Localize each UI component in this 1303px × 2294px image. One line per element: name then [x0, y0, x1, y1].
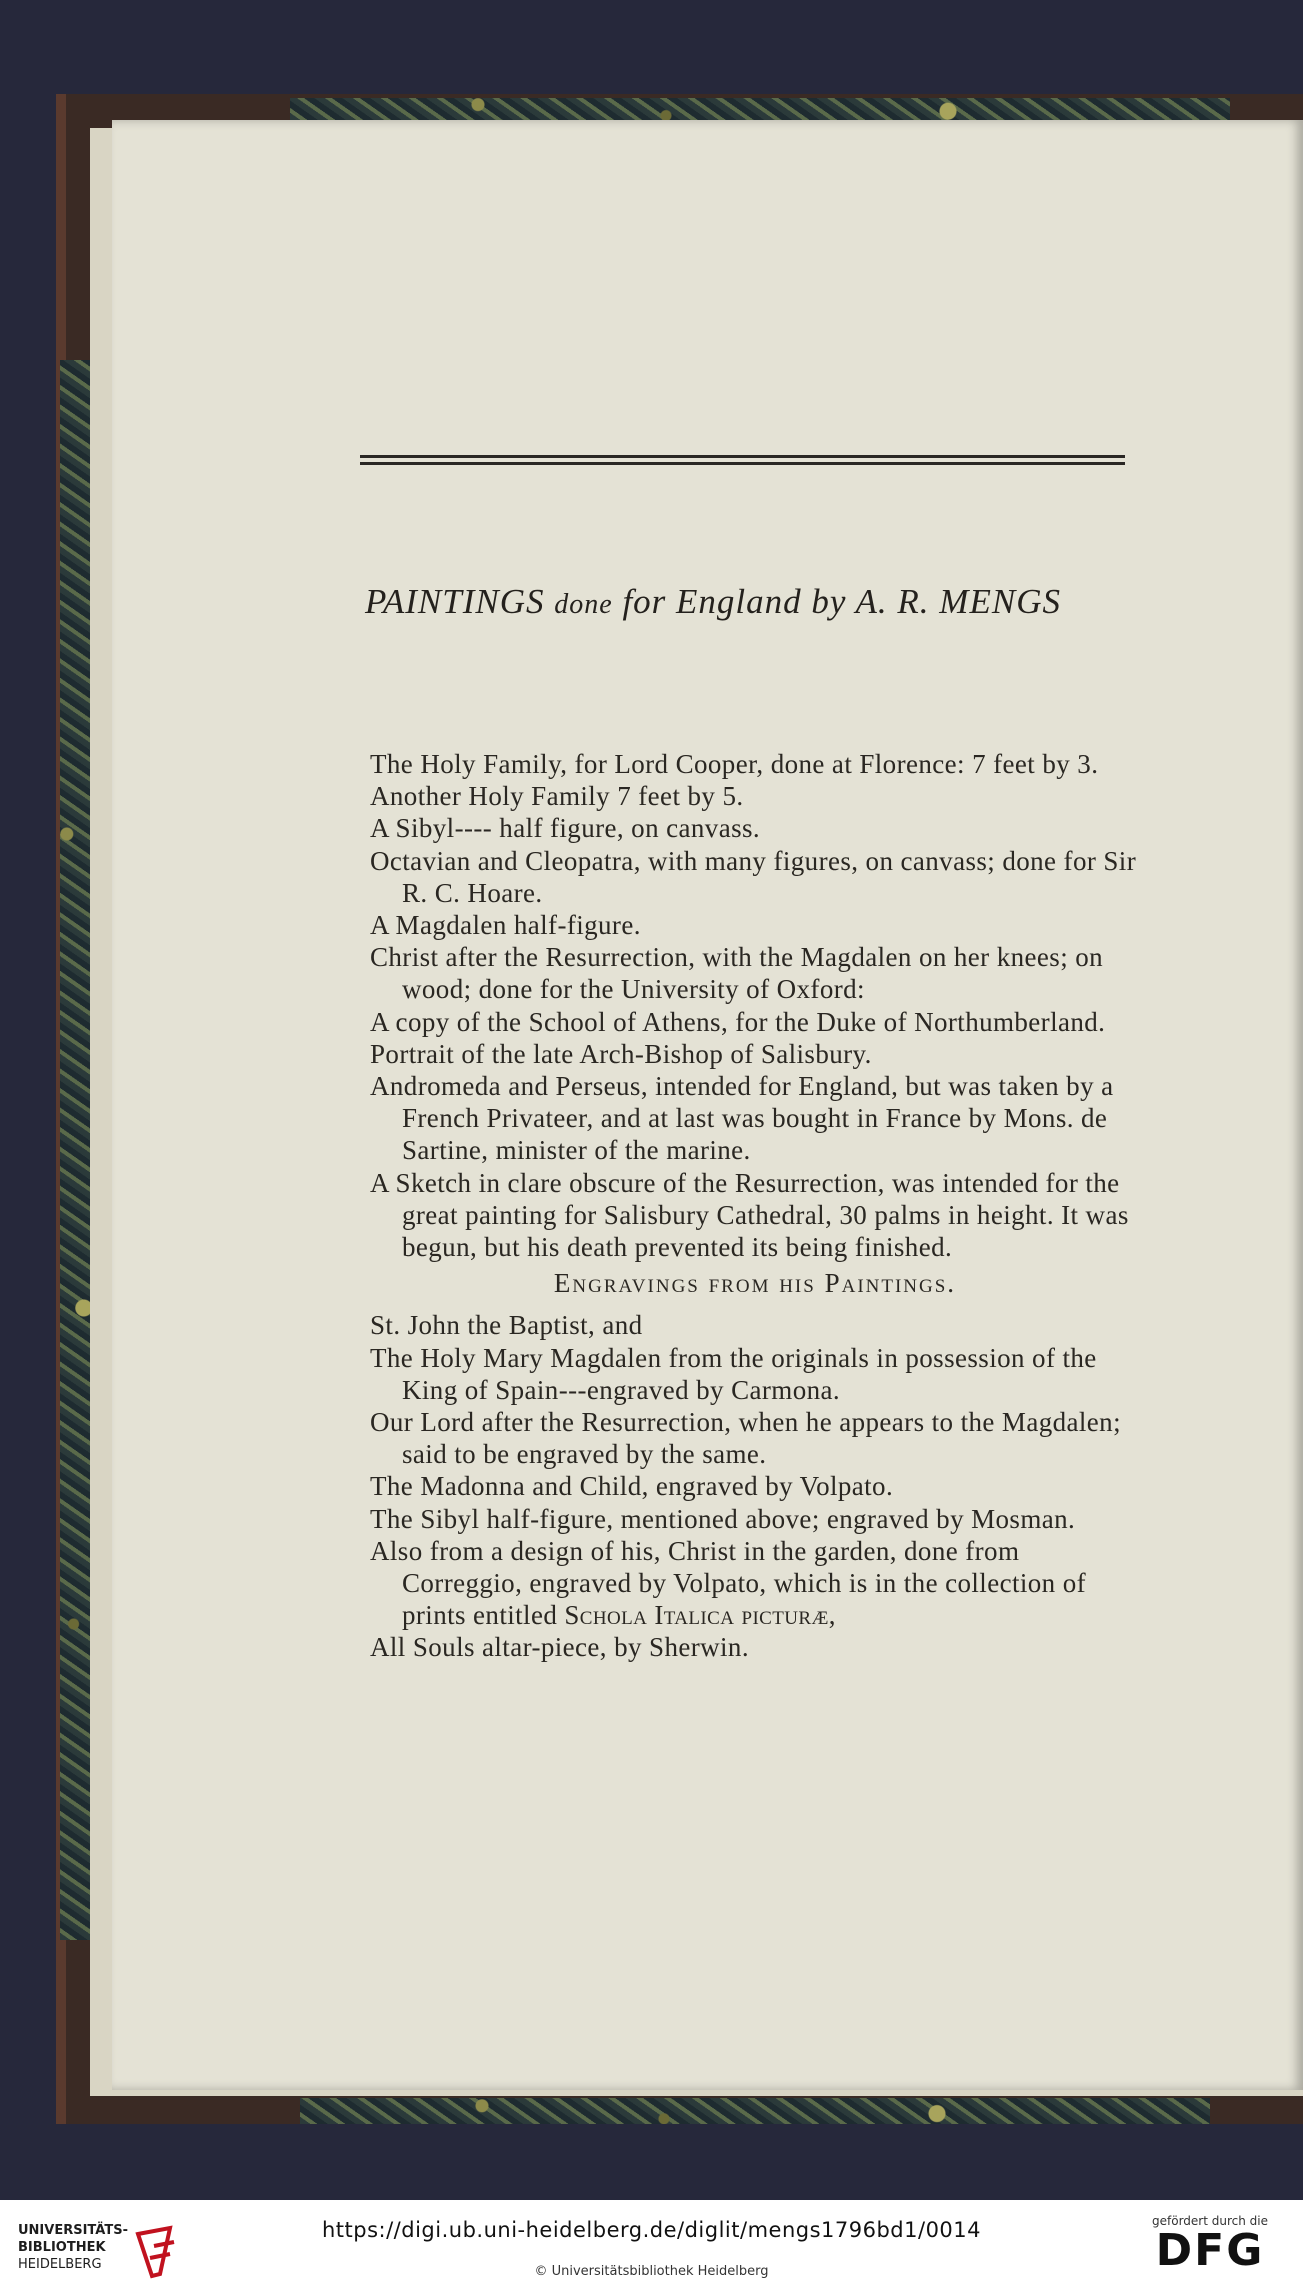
- library-name-line3: HEIDELBERG: [18, 2257, 102, 2272]
- painting-entry: Christ after the Resurrection, with the Magdalen on her knees; on wood; done for the University of Oxford:: [370, 942, 1104, 1005]
- library-name-line2: BIBLIOTHEK: [18, 2240, 106, 2255]
- dfg-logo-text: DFG: [1155, 2225, 1265, 2276]
- dfg-logo[interactable]: [1145, 2214, 1275, 2274]
- engraving-entry: The Madonna and Child, engraved by Volpato.: [370, 1471, 894, 1502]
- title-main: PAINTINGS: [365, 582, 545, 621]
- marbled-paper-bottom: [300, 2098, 1210, 2124]
- funded-by-label: gefördert durch die: [1152, 2214, 1268, 2228]
- marbled-paper-left: [60, 360, 94, 1940]
- engraving-entry: Our Lord after the Resurrection, when he appears to the Magdalen; said to be engraved by the same.: [370, 1407, 1121, 1470]
- document-url-link[interactable]: https://digi.ub.uni-heidelberg.de/diglit/mengs1796bd1/0014: [321, 2218, 982, 2242]
- title-for: for: [622, 582, 667, 621]
- copyright-notice: © Universitätsbibliothek Heidelberg: [534, 2264, 769, 2279]
- painting-entry: Portrait of the late Arch-Bishop of Salisbury.: [370, 1038, 872, 1069]
- paintings-list: [370, 748, 1140, 1664]
- page-title: [365, 582, 1145, 622]
- painting-entry: The Holy Family, for Lord Cooper, done at Florence: 7 feet by 3.: [370, 749, 1099, 779]
- library-name-line1: UNIVERSITÄTS-: [18, 2223, 128, 2238]
- marbled-paper-top: [290, 98, 1230, 120]
- painting-entry: Andromeda and Perseus, intended for England, but was taken by a French Privateer, and at last was bought in France by Mons. de Sartine, minister of the marine.: [370, 1071, 1114, 1166]
- engraving-entry-series-title: Schola Italica picturæ,: [564, 1600, 836, 1631]
- engraving-entry: St. John the Baptist, and: [370, 1310, 643, 1341]
- painting-entry: Another Holy Family 7 feet by 5.: [370, 781, 744, 812]
- title-rest: England by A. R. MENGS: [676, 582, 1061, 621]
- engraving-entry: The Holy Mary Magdalen from the originals in possession of the King of Spain---engraved by Carmona.: [370, 1342, 1097, 1405]
- double-rule-divider: [360, 455, 1125, 465]
- painting-entry: A copy of the School of Athens, for the Duke of Northumberland.: [370, 1006, 1106, 1037]
- engravings-heading: Engravings from his Paintings.: [553, 1268, 957, 1299]
- painting-entry: A Sketch in clare obscure of the Resurrection, was intended for the great painting for Salisbury Cathedral, 30 palms in height. It was begun, but his death prevented its being finished.: [370, 1167, 1129, 1263]
- engraving-entry: The Sibyl half-figure, mentioned above; engraved by Mosman.: [370, 1503, 1076, 1534]
- painting-entry: Octavian and Cleopatra, with many figures, on canvass; done for Sir R. C. Hoare.: [370, 845, 1137, 908]
- painting-entry: A Sibyl---- half figure, on canvass.: [370, 813, 761, 844]
- engraving-entry-text: Also from a design of his, Christ in the garden, done from Correggio, engraved by Volpato, which is in the collection of prints entitled: [370, 1535, 1087, 1631]
- engraving-entry: [370, 1535, 1140, 1632]
- painting-entry: A Magdalen half-figure.: [370, 910, 641, 941]
- viewer-footer: [0, 2200, 1303, 2294]
- engraving-entry: All Souls altar-piece, by Sherwin.: [370, 1632, 749, 1663]
- title-done: done: [554, 589, 613, 620]
